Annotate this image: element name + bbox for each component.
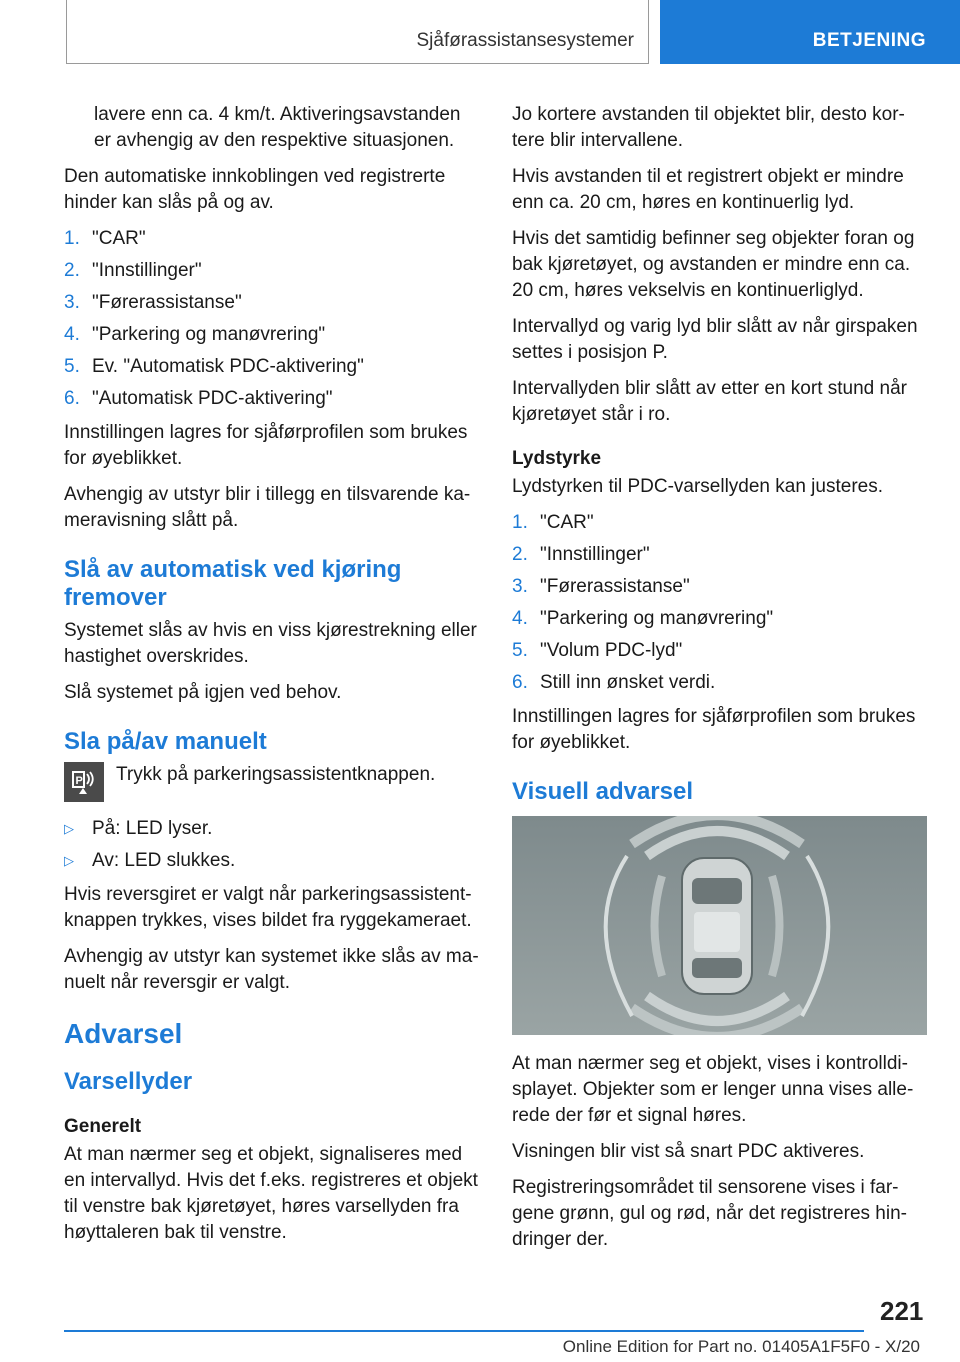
svg-text:P: P xyxy=(75,775,83,787)
footer-edition: Online Edition for Part no. 01405A1F5F0 - X/20 xyxy=(562,1337,920,1356)
right-column xyxy=(512,102,927,1263)
step-item xyxy=(512,510,927,536)
paragraph: Den automatiske innkoblingen ved registrerte hinder kan slås på og av. xyxy=(64,166,446,213)
pdc-display-illustration xyxy=(512,816,927,1035)
step-number: 2. xyxy=(64,260,80,281)
step-item xyxy=(64,322,479,348)
triangle-bullet-icon: ▷ xyxy=(64,853,74,868)
step-number: 2. xyxy=(512,544,528,565)
heading-volume: Lydstyrke xyxy=(512,448,602,469)
heading-general: Generelt xyxy=(64,1116,142,1137)
step-item xyxy=(512,606,927,632)
step-text: "Parkering og manøvrering" xyxy=(92,324,326,345)
step-text: "Førerassistanse" xyxy=(540,576,690,597)
step-item xyxy=(512,542,927,568)
step-text: "Automatisk PDC-aktivering" xyxy=(92,388,333,409)
paragraph: At man nærmer seg et objekt, signaliseres med en intervallyd. Hvis det f.eks. registreres et objekt til venstre bak kjøretøyet, høres varsellyden fra høyttaleren bak til venstre. xyxy=(64,1144,478,1243)
left-column xyxy=(64,102,479,1256)
bullet-text: På: LED lyser. xyxy=(92,818,213,839)
paragraph: Intervallyd og varig lyd blir slått av når girspaken settes i posisjon P. xyxy=(512,316,918,363)
triangle-bullet-icon: ▷ xyxy=(64,821,74,836)
bullet-item xyxy=(64,848,479,874)
paragraph: Hvis det samtidig befinner seg objekter foran og bak kjøretøyet, og avstanden er mindre enn ca. 20 cm, høres vekselvis en kontinuerliglyd. xyxy=(512,228,915,301)
bullet-list xyxy=(64,816,479,874)
parking-assistant-button-icon xyxy=(64,762,104,802)
step-item xyxy=(64,226,479,252)
page-number: 221 xyxy=(880,1296,924,1326)
paragraph: Avhengig av utstyr kan systemet ikke slås av ma-nuelt når reversgir er valgt. xyxy=(64,946,479,993)
paragraph: Innstillingen lagres for sjåførprofilen som brukes for øyeblikket. xyxy=(64,422,468,469)
button-instruction-text: Trykk på parkeringsassistentknappen. xyxy=(116,764,436,785)
step-number: 6. xyxy=(64,388,80,409)
bullet-item xyxy=(64,816,479,842)
paragraph: Lydstyrken til PDC-varsellyden kan justeres. xyxy=(512,476,883,497)
step-item xyxy=(64,354,479,380)
step-text: Still inn ønsket verdi. xyxy=(540,672,716,693)
step-text: "CAR" xyxy=(92,228,146,249)
step-item xyxy=(64,258,479,284)
step-item xyxy=(512,670,927,696)
step-item xyxy=(64,386,479,412)
step-item xyxy=(512,574,927,600)
heading-warning: Advarsel xyxy=(64,1018,183,1049)
paragraph: Visningen blir vist så snart PDC aktiveres. xyxy=(512,1141,865,1162)
paragraph: Intervallyden blir slått av etter en kort stund når kjøretøyet står i ro. xyxy=(512,378,907,425)
step-number: 1. xyxy=(64,228,80,249)
heading-visual-warning: Visuell advarsel xyxy=(512,778,694,805)
step-item xyxy=(512,638,927,664)
step-text: "Innstillinger" xyxy=(540,544,650,565)
step-text: "CAR" xyxy=(540,512,594,533)
steps-list xyxy=(512,510,927,696)
header-section-title: Sjåførassistansesystemer xyxy=(416,30,634,51)
step-number: 1. xyxy=(512,512,528,533)
step-text: "Parkering og manøvrering" xyxy=(540,608,774,629)
footer-divider xyxy=(64,1330,864,1332)
paragraph: Registreringsområdet til sensorene vises i far-gene grønn, gul og rød, når det registreres hin-dringer der. xyxy=(512,1177,907,1250)
heading-warning-sounds: Varsellyder xyxy=(64,1068,193,1095)
paragraph: At man nærmer seg et objekt, vises i kontrolldi-splayet. Objekter som er lenger unna vises alle-rede der før et signal høres. xyxy=(512,1053,914,1126)
header-chapter-title: BETJENING xyxy=(812,30,926,51)
paragraph: Hvis reversgiret er valgt når parkeringsassistent-knappen trykkes, vises bildet fra ryggekameraet. xyxy=(64,884,472,931)
continued-text: lavere enn ca. 4 km/t. Aktiveringsavstanden er avhengig av den respektive situasjonen. xyxy=(94,104,461,151)
paragraph: Hvis avstanden til et registrert objekt er mindre enn ca. 20 cm, høres en kontinuerlig lyd. xyxy=(512,166,904,213)
step-number: 5. xyxy=(64,356,80,377)
steps-list xyxy=(64,226,479,412)
step-number: 4. xyxy=(512,608,528,629)
paragraph: Avhengig av utstyr blir i tillegg en tilsvarende ka-meravisning slått på. xyxy=(64,484,471,531)
step-text: "Innstillinger" xyxy=(92,260,202,281)
step-text: Ev. "Automatisk PDC-aktivering" xyxy=(92,356,364,377)
header-chapter-tab xyxy=(660,0,960,64)
paragraph: Slå systemet på igjen ved behov. xyxy=(64,682,342,703)
header-section-box xyxy=(66,0,649,64)
step-number: 4. xyxy=(64,324,80,345)
step-text: "Førerassistanse" xyxy=(92,292,242,313)
step-number: 5. xyxy=(512,640,528,661)
paragraph: Systemet slås av hvis en viss kjørestrekning eller hastighet overskrides. xyxy=(64,620,477,667)
bullet-text: Av: LED slukkes. xyxy=(92,850,236,871)
step-text: "Volum PDC-lyd" xyxy=(540,640,683,661)
paragraph: Innstillingen lagres for sjåførprofilen som brukes for øyeblikket. xyxy=(512,706,916,753)
heading-manual: Sla på/av manuelt xyxy=(64,728,267,755)
button-instruction xyxy=(64,762,479,802)
step-number: 3. xyxy=(512,576,528,597)
heading-auto-off: Slå av automatisk ved kjøring fremover xyxy=(64,556,402,611)
step-number: 3. xyxy=(64,292,80,313)
step-item xyxy=(64,290,479,316)
paragraph: Jo kortere avstanden til objektet blir, desto kor-tere blir intervallene. xyxy=(512,104,905,151)
step-number: 6. xyxy=(512,672,528,693)
